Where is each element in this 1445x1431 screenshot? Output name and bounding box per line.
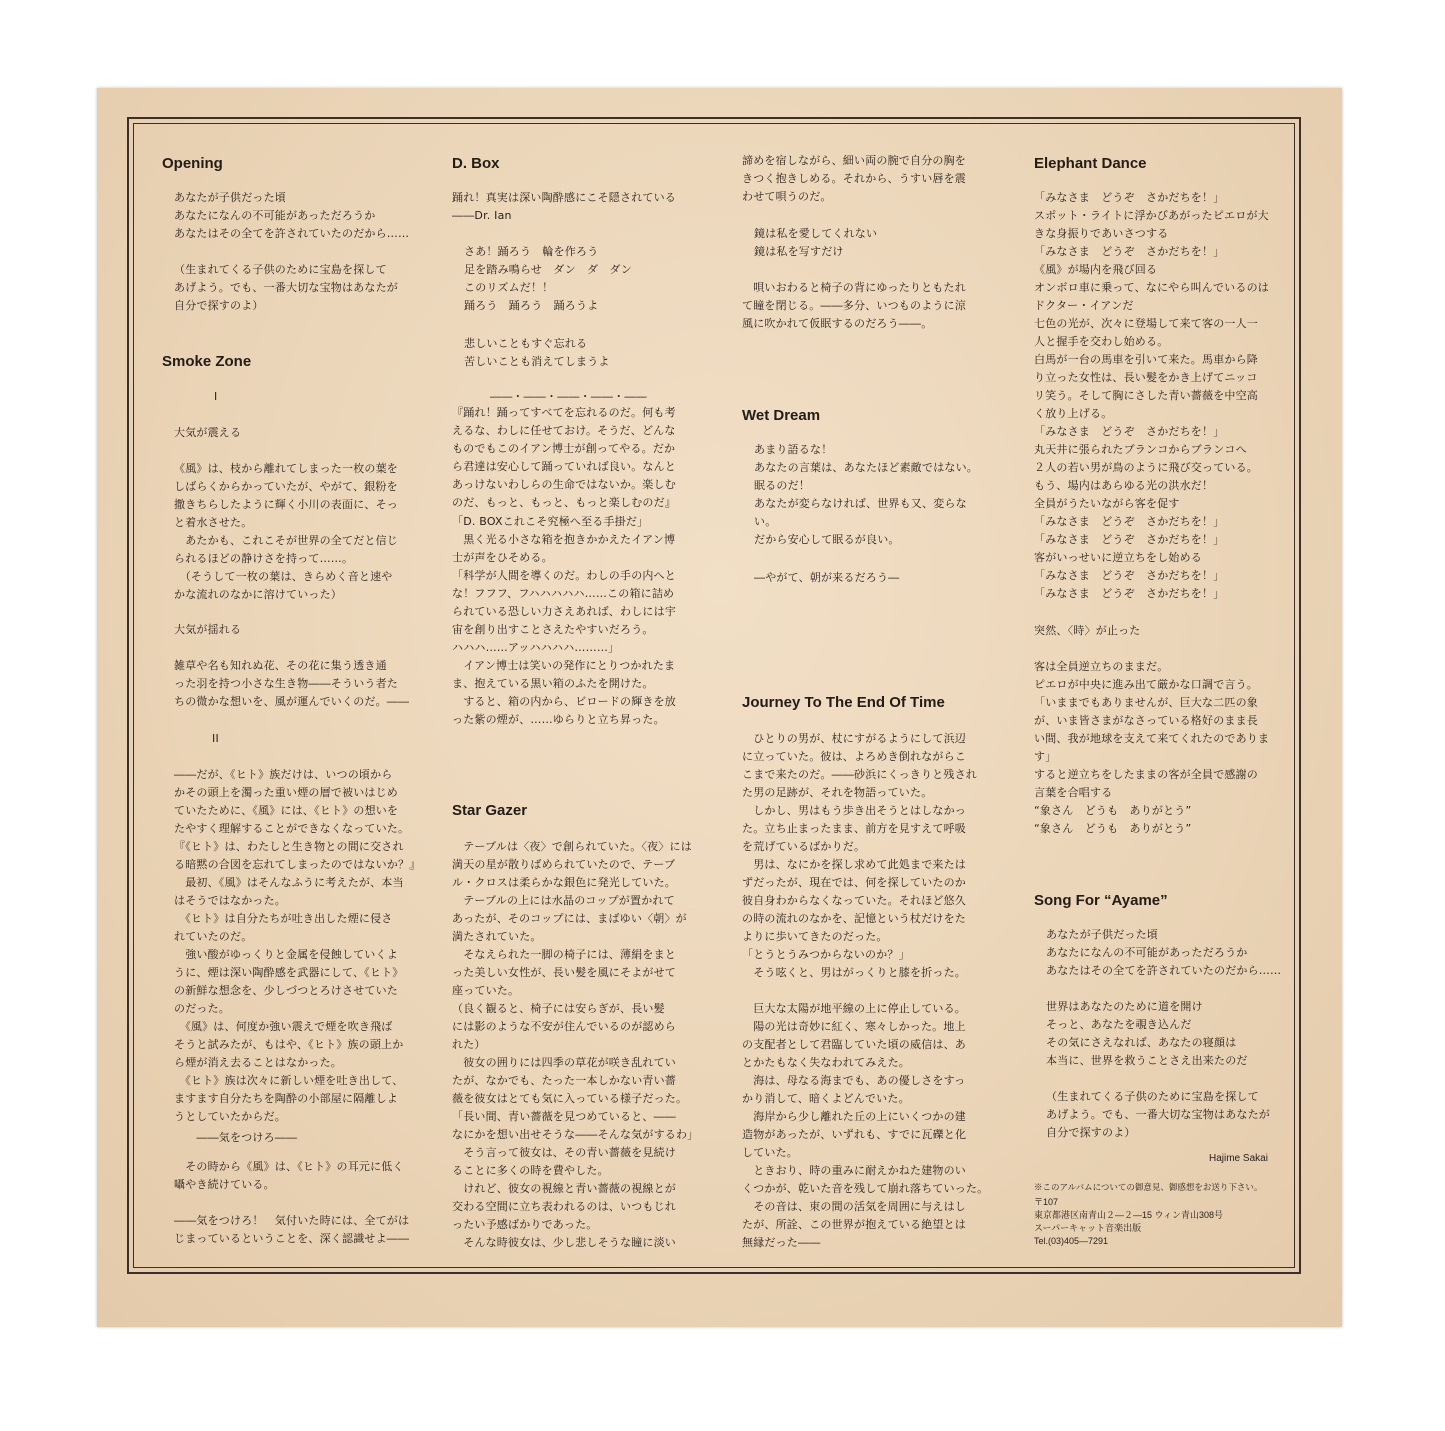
wet-dream-verse: あまり語るな！ あなたの言葉は、あなたほど素敵ではない。 眠るのだ！ あなたが変らなければ、世界も又、変らな い。 だから安心して眠るが良い。 (754, 443, 978, 546)
star-gazer-p1: テーブルは〈夜〉で創られていた。〈夜〉には 満天の星が散りばめられていたので、テーブ ル・クロスは柔らかな銀色に発光していた。 テーブルの上には水晶のコップが置かれて あったが、そのコップには、まばゆい〈朝〉が 満たされていた。 そなえられた一脚の椅子には、薄絹をまと った美しい女性が、長い髪を風にそよがせて 座っていた。 （良く観ると、椅子には安らぎが、長い髪 には影のような不安が住んでいるのが認めら れた） 彼女の囲りには四季の草花が咲き乱れてい たが、なかでも、たった一本しかない青い薔 薇を彼女はとても気に入っている様子だった。 「長い間、青い薔薇を見つめていると、―― なにかを想い出せそうな――そんな気がするわ」 そう言って彼女は、その青い薔薇を見続け ることに多くの時を費やした。 けれど、彼女の視線と青い薔薇の視線とが 交わる空間に立ち表われるのは、いつもじれ ったい予感ばかりであった。 そんな時彼女は、少し悲しそうな瞳に淡い (452, 840, 699, 1249)
song-verse-1: あなたが子供だった頃 あなたになんの不可能があっただろうか あなたはその全てを許されていたのだから…… (1046, 928, 1282, 977)
d-box-epigraph: 踊れ！真実は深い陶酔感にこそ隠されている ――Dr. Ian (452, 191, 676, 222)
smoke-zone-p4: 雑草や名も知れぬ花、その花に集う透き通 った羽を持つ小さな生き物――そういう者た ちの微かな想いを、風が運んでいくのだ。―― (174, 659, 410, 708)
heading-star-gazer: Star Gazer (452, 802, 528, 819)
smoke-zone-p7: その時から《風》は、《ヒト》の耳元に低く 囁やき続けている。 (174, 1160, 404, 1191)
heading-d-box: D. Box (452, 155, 500, 172)
heading-journey: Journey To The End Of Time (742, 694, 945, 711)
heading-wet-dream: Wet Dream (742, 407, 821, 424)
star-gazer-p4: 唄いおわると椅子の背にゆったりともたれ て瞳を閉じる。――多分、いつものように涼 風に吹かれて仮眠するのだろう――。 (742, 281, 966, 330)
journey-p2: 巨大な太陽が地平線の上に停止している。 陽の光は奇妙に紅く、寒々しかった。地上 の支配者として君臨していた頃の威信は、あ とかたもなく失なわれてみえた。 海は、母なる海までも、あの優しさをすっ かり消して、暗くよどんでいた。 海岸から少し離れた丘の上にいくつかの建 造物があったが、いずれも、すでに瓦礫と化 していた。 ときおり、時の重みに耐えかねた建物のい くつかが、乾いた音を残して崩れ落ちていった。 その音は、束の間の活気を周囲に与えはし たが、所詮、この世界が抱えている絶望とは 無縁だった―― (742, 1002, 989, 1249)
d-box-separator: ――・――・――・――・―― (490, 390, 647, 403)
heading-song-for-ayame: Song For “Ayame” (1034, 892, 1168, 909)
wet-dream-closing: ―やがて、朝が来るだろう― (754, 571, 900, 584)
heading-opening: Opening (162, 155, 223, 172)
opening-note: （生まれてくる子供のために宝島を探して あげよう。でも、一番大切な宝物はあなたが 自分で探すのよ） (174, 263, 398, 312)
d-box-p4: 『踊れ！踊ってすべてを忘れるのだ。何も考 えるな、わしに任せておけ。そうだ、どんな ものでもこのイアン博士が創ってやる。だか ら君達は安心して踊っていれば良い。なんと あっけないわしらの生命ではないか。楽しむ のだ、もっと、もっと、もっと楽しむのだ』 (452, 406, 676, 509)
smoke-zone-p2: 《風》は、枝から離れてしまった一枚の葉を しばらくからかっていたが、やがて、銀粉を 撒きちらしたように輝く小川の表面に、そっ と着水させた。 あたかも、これこそが世界の全てだと信じ られるほどの静けさを持って……。 （そうして一枚の葉は、きらめく音と速や かな流れのなかに溶けていった） (174, 462, 398, 601)
smoke-zone-p6: ――気をつけろ―― (174, 1131, 298, 1144)
elephant-dance-p3: 客は全員逆立ちのままだ。 ピエロが中央に進み出て厳かな口調で言う。 「いままでもありませんが、巨大な二匹の象 が、いま皆さまがなさっている格好のまま長 い間、我が地球を支えて来てくれたのであります」 すると逆立ちをしたままの客が全員で感謝の 言葉を合唱する “象さん どうも ありがとう” “象さん どうも ありがとう” (1034, 660, 1270, 835)
star-gazer-verse: 鏡は私を愛してくれない 鏡は私を写すだけ (754, 227, 878, 258)
d-box-p5: 「D. BOXこれこそ究極へ至る手掛だ」 黒く光る小さな箱を抱きかかえたイアン博 士が声をひそめる。 「科学が人間を導くのだ。わしの手の内へと な！フフフ、フハハハハハ……この箱に詰め られている恐しい力さえあれば、わしには宇 宙を創り出すことさえたやすいだろう。 ハハハ……アッハハハハ………」 イアン博士は笑いの発作にとりつかれたま ま、抱えている黒い箱のふたを開けた。 すると、箱の内から、ビロードの輝きを放 った紫の煙が、……ゆらりと立ち昇った。 (452, 515, 676, 726)
d-box-verse-1: さあ！踊ろう 輪を作ろう 足を踏み鳴らせ ダン ダ ダン このリズムだ！！ 踊ろう 踊ろう 踊ろうよ (464, 245, 632, 312)
star-gazer-p2: 諦めを宿しながら、細い両の腕で自分の胸を きつく抱きしめる。それから、うすい唇を震 わせて唄うのだ。 (742, 154, 966, 203)
opening-verse: あなたが子供だった頃 あなたになんの不可能があっただろうか あなたはその全てを許されていたのだから…… (174, 191, 410, 240)
smoke-zone-p3: 大気が揺れる (174, 623, 242, 636)
smoke-zone-p1: 大気が震える (174, 426, 242, 439)
smoke-zone-p5: ――だが、《ヒト》族だけは、いつの頃から かその頭上を濁った重い煙の層で被いはじめ ていたために、《風》には、《ヒト》の想いを たやすく理解することができなくなっていた。 『《ヒト》は、わたしと生き物との間に交され る暗黙の合図を忘れてしまったのではないか？』 最初、《風》はそんなふうに考えたが、本当 はそうではなかった。 《ヒト》は自分たちが吐き出した煙に侵さ れていたのだ。 強い酸がゆっくりと金属を侵蝕していくよ うに、煙は深い陶酔感を武器にして、《ヒト》 の新鮮な想念を、少しづつとろけさせていた のだった。 《風》は、何度か強い震えで煙を吹き飛ば そうと試みたが、もはや、《ヒト》族の頭上か ら煙が消え去ることはなかった。 《ヒト》族は次々に新しい煙を吐き出して、 ますます自分たちを陶酔の小部屋に隔離しよ うとしていたからだ。 (174, 768, 421, 1123)
song-verse-2: 世界はあなたのために道を開け そっと、あなたを覗き込んだ その気にさえなれば、あなたの寝顔は 本当に、世界を救うことさえ出来たのだ (1046, 1000, 1248, 1067)
smoke-zone-part-i: I (214, 390, 218, 403)
journey-p1: ひとりの男が、杖にすがるようにして浜辺 に立っていた。彼は、よろめき倒れながらこ こまで来たのだ。――砂浜にくっきりと残され た男の足跡が、それを物語っていた。 しかし、男はもう歩き出そうとはしなかっ た。立ち止まったまま、前方を見すえて呼吸 を荒げているばかりだ。 男は、なにかを探し求めて此処まで来たは ずだったが、現在では、何を探していたのか 彼自身わからなくなっていた。それほど悠久 の時の流れのなかを、記憶という杖だけをた よりに歩いてきたのだった。 「とうとうみつからないのか？」 そう呟くと、男はがっくりと膝を折った。 (742, 732, 977, 979)
publisher-address: 〒107 東京都港区南青山２―２―15 ウィン青山308号 スーパーキャット音楽出版 Tel.(03)405―7291 (1034, 1197, 1223, 1246)
feedback-note: ※このアルバムについての御意見、御感想をお送り下さい。 (1034, 1182, 1263, 1192)
song-note: （生まれてくる子供のために宝島を探して あげよう。でも、一番大切な宝物はあなたが 自分で探すのよ） (1046, 1090, 1270, 1139)
smoke-zone-part-ii: II (212, 732, 219, 745)
smoke-zone-p8: ――気をつけろ！ 気付いた時には、全てがは じまっているということを、深く認識せよ―― (174, 1214, 410, 1245)
d-box-verse-2: 悲しいこともすぐ忘れる 苦しいことも消えてしまうよ (464, 337, 610, 368)
elephant-dance-p2: 突然、〈時〉が止った (1034, 624, 1141, 637)
heading-smoke-zone: Smoke Zone (162, 353, 252, 370)
heading-elephant-dance: Elephant Dance (1034, 155, 1147, 172)
elephant-dance-p1: 「みなさま どうぞ さかだちを！」 スポット・ライトに浮かびあがったピエロが大 きな身振りであいさつする 「みなさま どうぞ さかだちを！」 《風》が場内を飛び回る オンボロ車に乗って、なにやら叫んでいるのは ドクター・イアンだ 七色の光が、次々に登場して来て客の一人一 人と握手を交わし始める。 白馬が一台の馬車を引いて来た。馬車から降 り立った女性は、長い髪をかき上げてニッコ リ笑う。そして胸にさした青い薔薇を中空高 く放り上げる。 「みなさま どうぞ さかだちを！」 丸天井に張られたブランコからブランコへ ２人の若い男が鳥のように飛び交っている。 もう、場内はあらゆる光の洪水だ！ 全員がうたいながら客を促す 「みなさま どうぞ さかだちを！」 「みなさま どうぞ さかだちを！」 客がいっせいに逆立ちをし始める 「みなさま どうぞ さかだちを！」 「みなさま どうぞ さかだちを！」 (1034, 191, 1269, 600)
author-signature: Hajime Sakai (1209, 1153, 1268, 1164)
